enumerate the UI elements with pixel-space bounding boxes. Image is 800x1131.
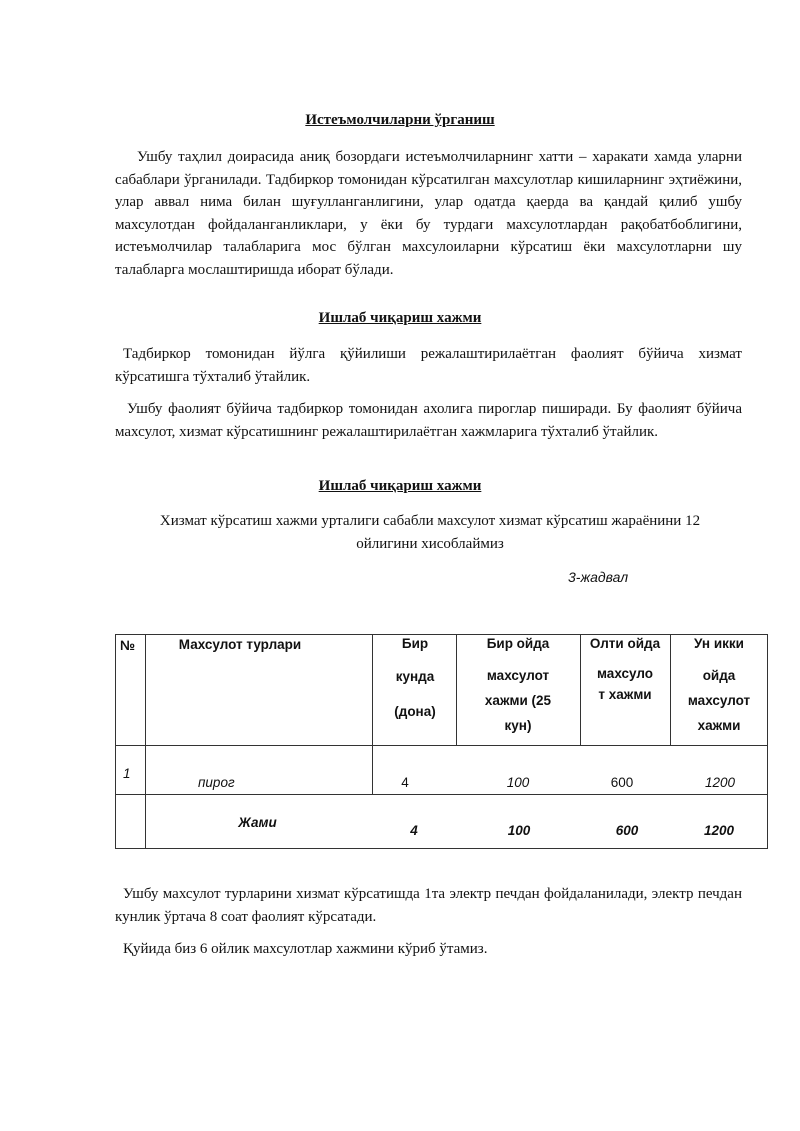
table-col-divider-1 [145,634,146,849]
section-title-production-2: Ишлаб чиқариш хажми [318,478,482,494]
paragraph-closing-2: Қуйида биз 6 ойлик махсулотлар хажмини кўриб ўтамиз. [123,941,488,957]
row-1-twelve-months: 1200 [704,775,736,790]
paragraph-production-2: Ушбу фаолият бўйича тадбиркор томонидан ахолига пироглар пиширади. Бу фаолият бўйича махсулот, хизмат кўрсатишнинг режалаштирилаётган хажмларига тўхталиб ўтайлик. [115,401,742,440]
paragraph-consumers: Ушбу таҳлил доирасида аниқ бозордаги истеъмолчиларнинг хатти – харакати хамда уларни сабаблари ўрганилади. Тадбиркор томонидан кўрсатилган махсулотлар кишиларнинг эҳтиёжини, улар аввал нима билан шуғулланганлигини, улар одатда қаерда ва қандай қилиб ушбу махсулотдан фойдаланганликлари, у ёки бу турдаги махсулотлардан рақобатбоблигини, истеъмолчилар талабларига мос бўлган махсулоиларни кўрсатиш ёки махсулотларни шу талабларга мослаштиришда иборат бўлади. [115,149,742,278]
section-title-production-1: Ишлаб чиқариш хажми [318,310,482,326]
section-title-consumers: Истеъмолчиларни ўрганиш [305,112,495,128]
table-col-divider-2 [372,634,373,795]
header-per-day: Бир кунда (дона) [394,636,436,719]
row-1-per-month: 100 [506,775,530,790]
header-per-month: Бир ойда махсулот хажми (25 кун) [484,636,552,733]
table-caption: 3-жадвал [568,569,629,585]
table-border-left [115,634,116,849]
row-1-six-months: 600 [610,775,634,790]
header-six-months: Олти ойда махсуло т хажми [589,636,661,702]
header-product-types: Махсулот турлари [178,637,302,652]
total-six-months: 600 [615,823,639,838]
table-col-divider-3 [456,634,457,746]
table-row-divider [115,794,768,795]
table-border-bottom [115,848,768,849]
total-per-day: 4 [410,823,418,838]
table-col-divider-4 [580,634,581,746]
total-twelve-months: 1200 [703,823,735,838]
header-twelve-months: Ун икки ойда махсулот хажми [687,636,751,733]
table-col-divider-5 [670,634,671,746]
row-1-product: пирог [198,775,235,790]
paragraph-production-3: Хизмат кўрсатиш хажми урталиги сабабли махсулот хизмат кўрсатиш жараёнини 12 ойлигини хисоблаймиз [159,513,701,552]
row-1-num: 1 [123,766,131,781]
paragraph-closing-1: Ушбу махсулот турларини хизмат кўрсатишда 1та электр печдан фойдаланилади, электр печдан кунлик ўртача 8 соат фаолият кўрсатади. [115,886,742,925]
row-1-per-day: 4 [401,775,409,790]
total-per-month: 100 [507,823,531,838]
paragraph-production-1: Тадбиркор томонидан йўлга қўйилиши режалаштирилаётган фаолият бўйича хизмат кўрсатишга тўхталиб ўтайлик. [115,346,742,385]
total-label: Жами [238,815,277,830]
table-border-right [767,634,768,849]
header-num: № [120,638,136,653]
